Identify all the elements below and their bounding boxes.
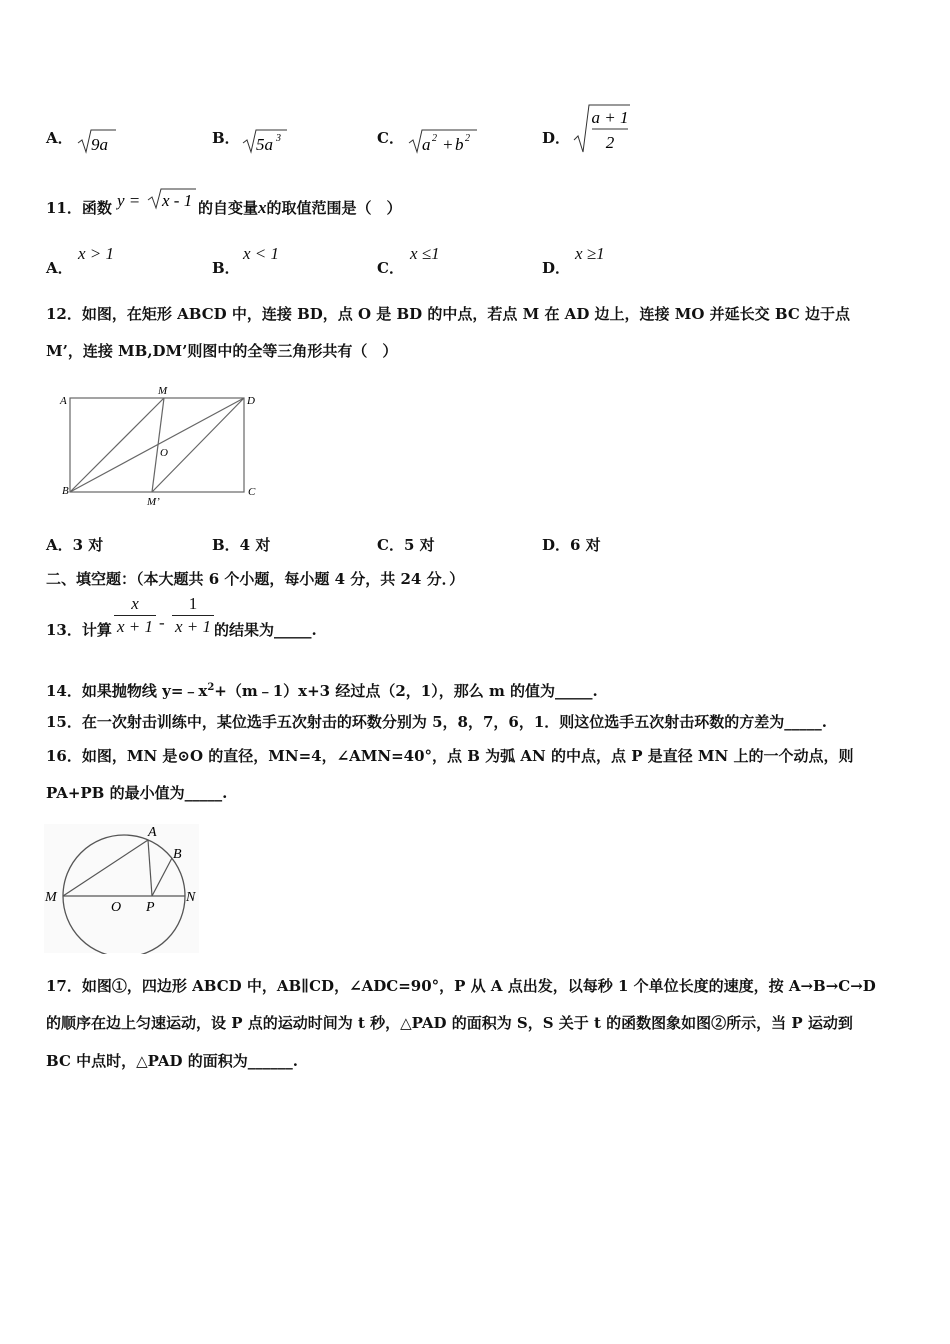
q15-text: 15．在一次射击训练中，某位选手五次射击的环数分别为 5，8，7，6，1．则这位选手五次射击环数的方差为_____.: [46, 713, 828, 731]
section-title: 二、填空题：（本大题共 6 个小题，每小题 4 分，共 24 分．）: [46, 570, 465, 588]
q12-option-b: B．4 对: [212, 536, 271, 554]
sqrt-icon: [407, 124, 479, 156]
rectangle-diagram: [56, 384, 266, 512]
q11-option-c-label: C．: [377, 259, 404, 277]
q16-label-n: N: [186, 890, 196, 905]
q13-f1-numerator: x: [114, 593, 156, 616]
q13-fraction-1: [114, 593, 156, 638]
q11-radicand: x - 1: [162, 191, 193, 210]
q13-minus: -: [159, 613, 165, 632]
q13-f2-numerator: 1: [172, 593, 214, 616]
q10-option-b-label: B．: [212, 129, 240, 147]
q14-superscript: 2: [207, 682, 215, 693]
q10-d-denominator: 2: [605, 133, 615, 152]
q12-label-b: B: [62, 485, 69, 497]
q16-label-p: P: [146, 900, 155, 915]
q10-option-d-expr: [572, 102, 632, 160]
q11-option-c-expr: x ≤1: [410, 244, 440, 263]
q11-text: [198, 198, 402, 218]
q12-label-c: C: [248, 486, 256, 498]
q10-c-plus: +: [442, 135, 454, 154]
q10-b-radicand: 5a: [256, 135, 273, 154]
q16-line1: 16．如图，MN 是⊙O 的直径，MN=4，∠AMN=40°，点 B 为弧 AN 的中点，点 P 是直径 MN 上的一个动点，则: [46, 747, 854, 765]
q11-option-a-label: A．: [46, 259, 73, 277]
q10-c-b: b: [455, 135, 464, 154]
q12-option-d: D．6 对: [542, 536, 601, 554]
q14-text-a: 14．如果抛物线 y=﹣x: [46, 682, 208, 700]
sqrt-icon: [76, 126, 116, 156]
q13-prefix: 13．计算: [46, 621, 112, 639]
sqrt-icon: [241, 124, 289, 156]
q16-label-m: M: [45, 890, 57, 905]
q12-line2: M’，连接 MB,DM’则图中的全等三角形共有（ ）: [46, 342, 398, 360]
q11-formula: [116, 186, 198, 220]
q11-option-b-label: B．: [212, 259, 240, 277]
q10-c-a: a: [422, 135, 431, 154]
q12-line1: 12．如图，在矩形 ABCD 中，连接 BD，点 O 是 BD 的中点，若点 M 在 AD 边上，连接 MO 并延长交 BC 边于点: [46, 305, 851, 323]
q12-label-m-prime: M’: [147, 496, 160, 508]
q17-line2: 的顺序在边上匀速运动，设 P 点的运动时间为 t 秒，△PAD 的面积为 S，S 关于 t 的函数图象如图②所示，当 P 运动到: [46, 1014, 853, 1032]
q10-option-d-label: D．: [542, 129, 571, 147]
q11-option-b-expr: x < 1: [243, 244, 280, 263]
q16-label-a: A: [148, 825, 157, 840]
q16-label-b: B: [173, 847, 182, 862]
q10-d-numerator: a + 1: [591, 108, 629, 127]
circle-diagram: [44, 824, 200, 954]
q10-option-c-label: C．: [377, 129, 404, 147]
q10-b-exponent: 3: [276, 133, 281, 144]
q14-text: [46, 678, 598, 701]
q10-option-a-label: A．: [46, 129, 73, 147]
q10-c-exp1: 2: [432, 133, 437, 144]
q10-option-a-expr: [76, 126, 116, 160]
q16-figure: [44, 824, 200, 958]
q12-figure: [56, 384, 266, 516]
q10-a-radicand: 9a: [91, 135, 108, 154]
q10-option-b-expr: [241, 124, 289, 160]
q13-f1-denominator: x + 1: [117, 617, 154, 636]
q12-label-a: A: [60, 395, 67, 407]
sqrt-icon: [572, 102, 632, 156]
q10-option-c-expr: [407, 124, 479, 160]
q13-suffix: 的结果为_____.: [214, 621, 317, 639]
q12-label-d: D: [247, 395, 255, 407]
q16-line2: PA+PB 的最小值为_____.: [46, 784, 228, 802]
q12-option-c: C．5 对: [377, 536, 435, 554]
q17-line1: 17．如图①，四边形 ABCD 中，AB∥CD，∠ADC=90°，P 从 A 点出发，以每秒 1 个单位长度的速度，按 A→B→C→D: [46, 977, 876, 995]
q12-option-a: A．3 对: [46, 536, 104, 554]
q11-option-a-expr: x > 1: [78, 244, 115, 263]
q11-text-after: 的自变量: [198, 199, 259, 217]
sqrt-icon: [116, 186, 198, 216]
q10-c-exp2: 2: [465, 133, 470, 144]
q16-label-o: O: [111, 900, 122, 915]
q17-line3: BC 中点时，△PAD 的面积为______.: [46, 1052, 298, 1070]
q12-label-m: M: [158, 385, 168, 397]
q13-fraction-2: [172, 593, 214, 638]
q11-text-end: 的取值范围是（ ）: [266, 199, 402, 217]
q11-number: 11．函数: [46, 199, 112, 217]
q13-f2-denominator: x + 1: [175, 617, 212, 636]
q11-option-d-expr: x ≥1: [575, 244, 605, 263]
q11-option-d-label: D．: [542, 259, 571, 277]
q12-label-o: O: [160, 447, 168, 459]
q11-var: x: [258, 198, 267, 217]
q11-formula-lhs: y =: [117, 191, 141, 210]
q14-text-b: +（m﹣1）x+3 经过点（2，1），那么 m 的值为_____.: [214, 682, 598, 700]
